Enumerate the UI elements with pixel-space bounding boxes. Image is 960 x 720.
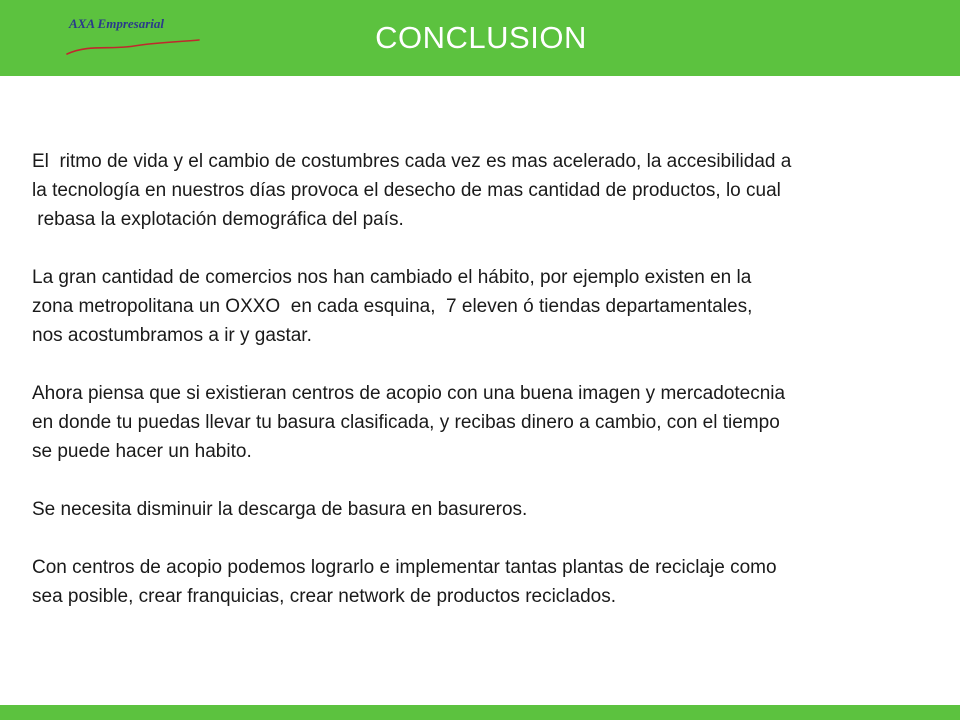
paragraph-5 [32, 553, 912, 611]
logo-text: AXA Empresarial [69, 16, 164, 31]
text-line: Ahora piensa que si existieran centros de acopio con una buena imagen y mercadotecnia [32, 383, 786, 404]
text-line: nos acostumbramos a ir y gastar. [32, 325, 312, 346]
header-bar [0, 0, 960, 76]
text-line: se puede hacer un habito. [32, 441, 252, 462]
text-line: rebasa la explotación demográfica del país. [32, 209, 404, 230]
paragraph-3 [32, 379, 912, 466]
text-line: Con centros de acopio podemos lograrlo e implementar tantas plantas de reciclaje como [32, 557, 777, 578]
paragraph-4 [32, 495, 912, 524]
page-title: CONCLUSION [375, 20, 587, 55]
conclusion-body [32, 147, 912, 640]
text-line: en donde tu puedas llevar tu basura clasificada, y recibas dinero a cambio, con el tiempo [32, 412, 780, 433]
text-line: La gran cantidad de comercios nos han cambiado el hábito, por ejemplo existen en la [32, 267, 752, 288]
text-line: El ritmo de vida y el cambio de costumbres cada vez es mas acelerado, la accesibilidad a [32, 151, 792, 172]
text-line: sea posible, crear franquicias, crear network de productos reciclados. [32, 586, 617, 607]
text-line: la tecnología en nuestros días provoca el desecho de mas cantidad de productos, lo cual [32, 180, 781, 201]
paragraph-2 [32, 263, 912, 350]
footer-bar [0, 705, 960, 720]
paragraph-1 [32, 147, 912, 234]
text-line: zona metropolitana un OXXO en cada esquina, 7 eleven ó tiendas departamentales, [32, 296, 753, 317]
text-line: Se necesita disminuir la descarga de basura en basureros. [32, 499, 528, 520]
